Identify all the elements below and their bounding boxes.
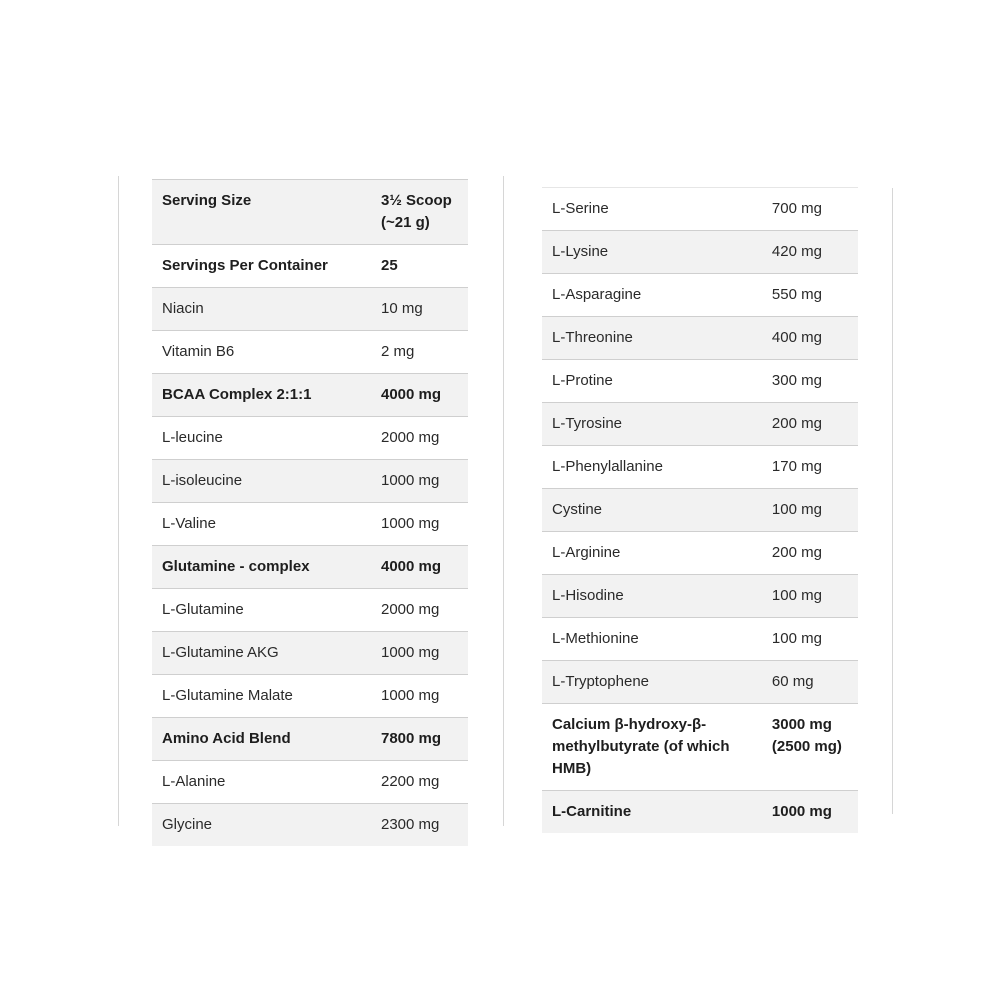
ingredient-name: L-leucine: [152, 417, 371, 460]
ingredient-name: L-Phenylallanine: [542, 446, 762, 489]
ingredient-amount: 1000 mg: [371, 632, 468, 675]
ingredient-name: Amino Acid Blend: [152, 718, 371, 761]
table-row: [542, 618, 858, 661]
ingredient-amount: 100 mg: [762, 618, 858, 661]
table-row: [152, 288, 468, 331]
ingredient-name: L-Glutamine AKG: [152, 632, 371, 675]
left-column-divider: [118, 176, 119, 826]
ingredient-name: L-Protine: [542, 360, 762, 403]
table-row: [542, 317, 858, 360]
ingredient-name: L-Tryptophene: [542, 661, 762, 704]
ingredient-name: L-Asparagine: [542, 274, 762, 317]
ingredient-name: L-Arginine: [542, 532, 762, 575]
ingredient-name: Serving Size: [152, 180, 371, 245]
ingredient-amount: 1000 mg: [371, 675, 468, 718]
ingredient-amount: 25: [371, 245, 468, 288]
ingredient-name: L-Valine: [152, 503, 371, 546]
table-row: [152, 503, 468, 546]
ingredient-name: Servings Per Container: [152, 245, 371, 288]
ingredient-name: Glutamine - complex: [152, 546, 371, 589]
nutrition-table-left: [152, 179, 468, 846]
ingredient-name: L-Serine: [542, 188, 762, 231]
ingredient-amount: 7800 mg: [371, 718, 468, 761]
table-row: [542, 575, 858, 618]
ingredient-amount: 60 mg: [762, 661, 858, 704]
ingredient-name: Calcium β-hydroxy-β-methylbutyrate (of which HMB): [542, 704, 762, 791]
ingredient-amount: 170 mg: [762, 446, 858, 489]
table-row: [152, 331, 468, 374]
ingredient-name: L-Lysine: [542, 231, 762, 274]
table-row: [542, 661, 858, 704]
ingredient-amount: 1000 mg: [371, 503, 468, 546]
ingredient-amount: 2000 mg: [371, 417, 468, 460]
ingredient-amount: 2000 mg: [371, 589, 468, 632]
table-row: [152, 374, 468, 417]
ingredient-name: L-isoleucine: [152, 460, 371, 503]
ingredient-amount: 3½ Scoop (~21 g): [371, 180, 468, 245]
ingredient-amount: 10 mg: [371, 288, 468, 331]
ingredient-amount: 1000 mg: [371, 460, 468, 503]
table-row: [152, 546, 468, 589]
table-row: [542, 274, 858, 317]
ingredient-name: L-Methionine: [542, 618, 762, 661]
table-row: [152, 761, 468, 804]
table-row: [152, 180, 468, 245]
ingredient-name: Niacin: [152, 288, 371, 331]
ingredient-amount: 4000 mg: [371, 546, 468, 589]
table-row: [542, 791, 858, 834]
nutrition-table-right: [542, 187, 858, 833]
table-row: [152, 675, 468, 718]
ingredient-amount: 200 mg: [762, 403, 858, 446]
ingredient-name: L-Hisodine: [542, 575, 762, 618]
ingredient-amount: 550 mg: [762, 274, 858, 317]
ingredient-amount: 400 mg: [762, 317, 858, 360]
ingredient-name: Glycine: [152, 804, 371, 847]
ingredient-amount: 700 mg: [762, 188, 858, 231]
ingredient-amount: 420 mg: [762, 231, 858, 274]
ingredient-name: L-Tyrosine: [542, 403, 762, 446]
ingredient-amount: 100 mg: [762, 575, 858, 618]
ingredient-amount: 3000 mg (2500 mg): [762, 704, 858, 791]
ingredient-amount: 4000 mg: [371, 374, 468, 417]
ingredient-amount: 2300 mg: [371, 804, 468, 847]
ingredient-name: L-Glutamine: [152, 589, 371, 632]
ingredient-amount: 2 mg: [371, 331, 468, 374]
ingredient-name: BCAA Complex 2:1:1: [152, 374, 371, 417]
table-row: [542, 360, 858, 403]
ingredient-amount: 100 mg: [762, 489, 858, 532]
table-row: [542, 231, 858, 274]
table-row: [152, 245, 468, 288]
table-row: [542, 446, 858, 489]
ingredient-name: L-Alanine: [152, 761, 371, 804]
ingredient-amount: 1000 mg: [762, 791, 858, 834]
ingredient-amount: 200 mg: [762, 532, 858, 575]
table-row: [542, 532, 858, 575]
ingredient-amount: 2200 mg: [371, 761, 468, 804]
ingredient-name: L-Glutamine Malate: [152, 675, 371, 718]
table-row: [542, 489, 858, 532]
table-row: [152, 417, 468, 460]
ingredient-name: Vitamin B6: [152, 331, 371, 374]
ingredient-name: Cystine: [542, 489, 762, 532]
table-row: [542, 188, 858, 231]
ingredient-amount: 300 mg: [762, 360, 858, 403]
right-column-divider: [892, 188, 893, 814]
table-row: [152, 589, 468, 632]
table-row: [152, 632, 468, 675]
table-row: [152, 718, 468, 761]
table-row: [152, 804, 468, 847]
table-row: [152, 460, 468, 503]
center-column-divider: [503, 176, 504, 826]
table-row: [542, 403, 858, 446]
table-row: [542, 704, 858, 791]
ingredient-name: L-Threonine: [542, 317, 762, 360]
ingredient-name: L-Carnitine: [542, 791, 762, 834]
